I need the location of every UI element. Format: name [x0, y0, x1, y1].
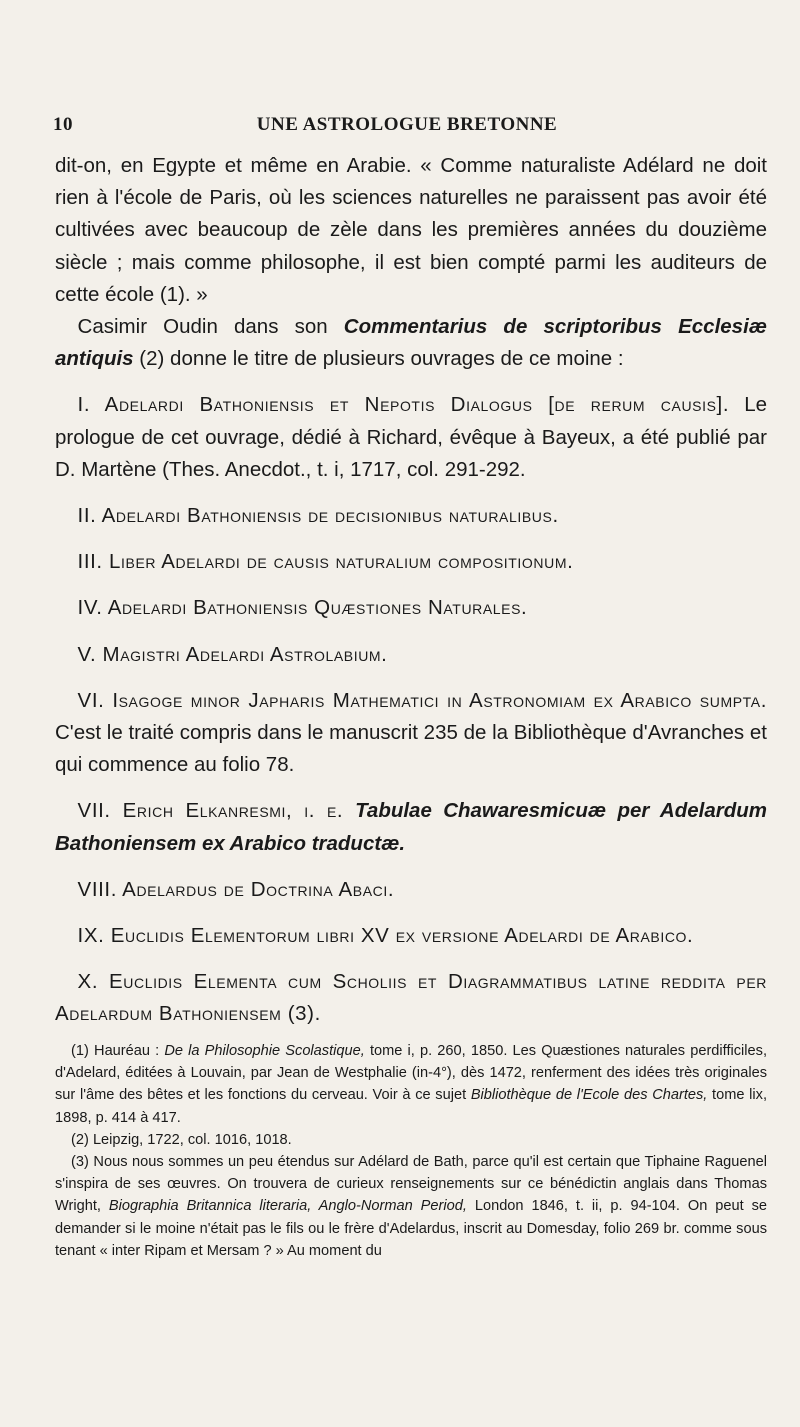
footnote-text: tome lix, 1898, p. 414 à 417. — [55, 1087, 768, 1126]
text-run: Casimir Oudin dans son — [77, 315, 344, 339]
list-item: IX. Euclidis Elementorum libri XV ex versione Adelardi de Arabico. — [77, 924, 694, 948]
running-header — [53, 114, 761, 146]
footnote-title: Biographia Britannica literaria, Anglo-Norman Period, — [108, 1198, 467, 1215]
list-item: VIII. Adelardus de Doctrina Abaci. — [77, 877, 395, 901]
entry-text: Le prologue de cet ouvrage, dédié à Richard, évêque à Bayeux, a été publié par D. Martène (Thes. Anecdot., t. i, 1717, col. 291-292. — [55, 393, 767, 481]
footnote — [55, 1151, 767, 1262]
main-text — [55, 150, 767, 1031]
footnote-text: tome i, p. 260, 1850. Les Quæstiones naturales perdifficiles, d'Adelard, éditées à Louvain, par Jean de Westphalie (in-4°), dès 1472, renferment des idées très originales sur l'âme des bêtes et les fonctions du cerveau. Voir à ce sujet — [55, 1043, 767, 1104]
paragraph: dit-on, en Egypte et même en Arabie. « Comme naturaliste Adélard ne doit rien à l'école de Paris, où les sciences naturelles ne paraissent pas avoir été cultivées avec beaucoup de zèle dans les premières années du douzième siècle ; mais comme philosophe, il est bien compté parmi les auditeurs de cette école (1). » — [55, 154, 767, 306]
list-item: II. Adelardi Bathoniensis de decisionibus naturalibus. — [77, 504, 559, 528]
list-item: III. Liber Adelardi de causis naturalium compositionum. — [77, 550, 574, 574]
entry-text: C'est le traité compris dans le manuscrit 235 de la Bibliothèque d'Avranches et qui commence au folio 78. — [55, 721, 767, 777]
entry-title: I. Adelardi Bathoniensis et Nepotis Dialogus [de rerum causis]. — [77, 393, 730, 417]
footnotes — [55, 1040, 767, 1262]
entry-italic: Tabulae Chawaresmicuæ per Adelardum Bathoniensem ex Arabico traductæ. — [55, 799, 767, 855]
text-run: (2) donne le titre de plusieurs ouvrages de ce moine : — [133, 347, 624, 371]
footnote: (2) Leipzig, 1722, col. 1016, 1018. — [71, 1131, 292, 1148]
list-item: X. Euclidis Elementa cum Scholiis et Diagrammatibus latine reddita per Adelardum Bathoniensem (3). — [55, 970, 767, 1026]
list-item: IV. Adelardi Bathoniensis Quæstiones Naturales. — [77, 596, 528, 620]
footnote-title: De la Philosophie Scolastique, — [164, 1043, 365, 1059]
footnote-text: (1) Hauréau : — [71, 1043, 165, 1059]
list-item: V. Magistri Adelardi Astrolabium. — [77, 642, 388, 666]
list-item — [55, 795, 767, 859]
footnote-title: Bibliothèque de l'Ecole des Chartes, — [470, 1087, 708, 1104]
page-number: 10 — [53, 114, 73, 135]
paragraph — [55, 311, 767, 375]
footnote-text: London 1846, t. ii, p. 94-104. On peut se demander si le moine n'était pas le fils ou le frère d'Adelardus, inscrit au Domesday, folio 269 br. comme sous tenant « inter Ripam et Mersam ? » Au moment du — [55, 1198, 767, 1259]
entry-title: VII. Erich Elkanresmi, i. e. — [77, 799, 356, 823]
footnote-text: (3) Nous nous sommes un peu étendus sur Adélard de Bath, parce qu'il est certain que Tiphaine Raguenel s'inspira de ses œuvres. On trouvera de curieux renseignements sur ce bénédictin anglais dans Thomas Wright, — [55, 1154, 767, 1215]
running-title: UNE ASTROLOGUE BRETONNE — [256, 114, 558, 135]
footnote — [55, 1040, 767, 1129]
entry-title: VI. Isagoge minor Japharis Mathematici in Astronomiam ex Arabico sumpta. — [77, 688, 767, 712]
list-item — [55, 389, 767, 486]
list-item — [55, 685, 767, 782]
work-title: Commentarius de scriptoribus Ecclesiæ antiquis — [55, 315, 767, 371]
